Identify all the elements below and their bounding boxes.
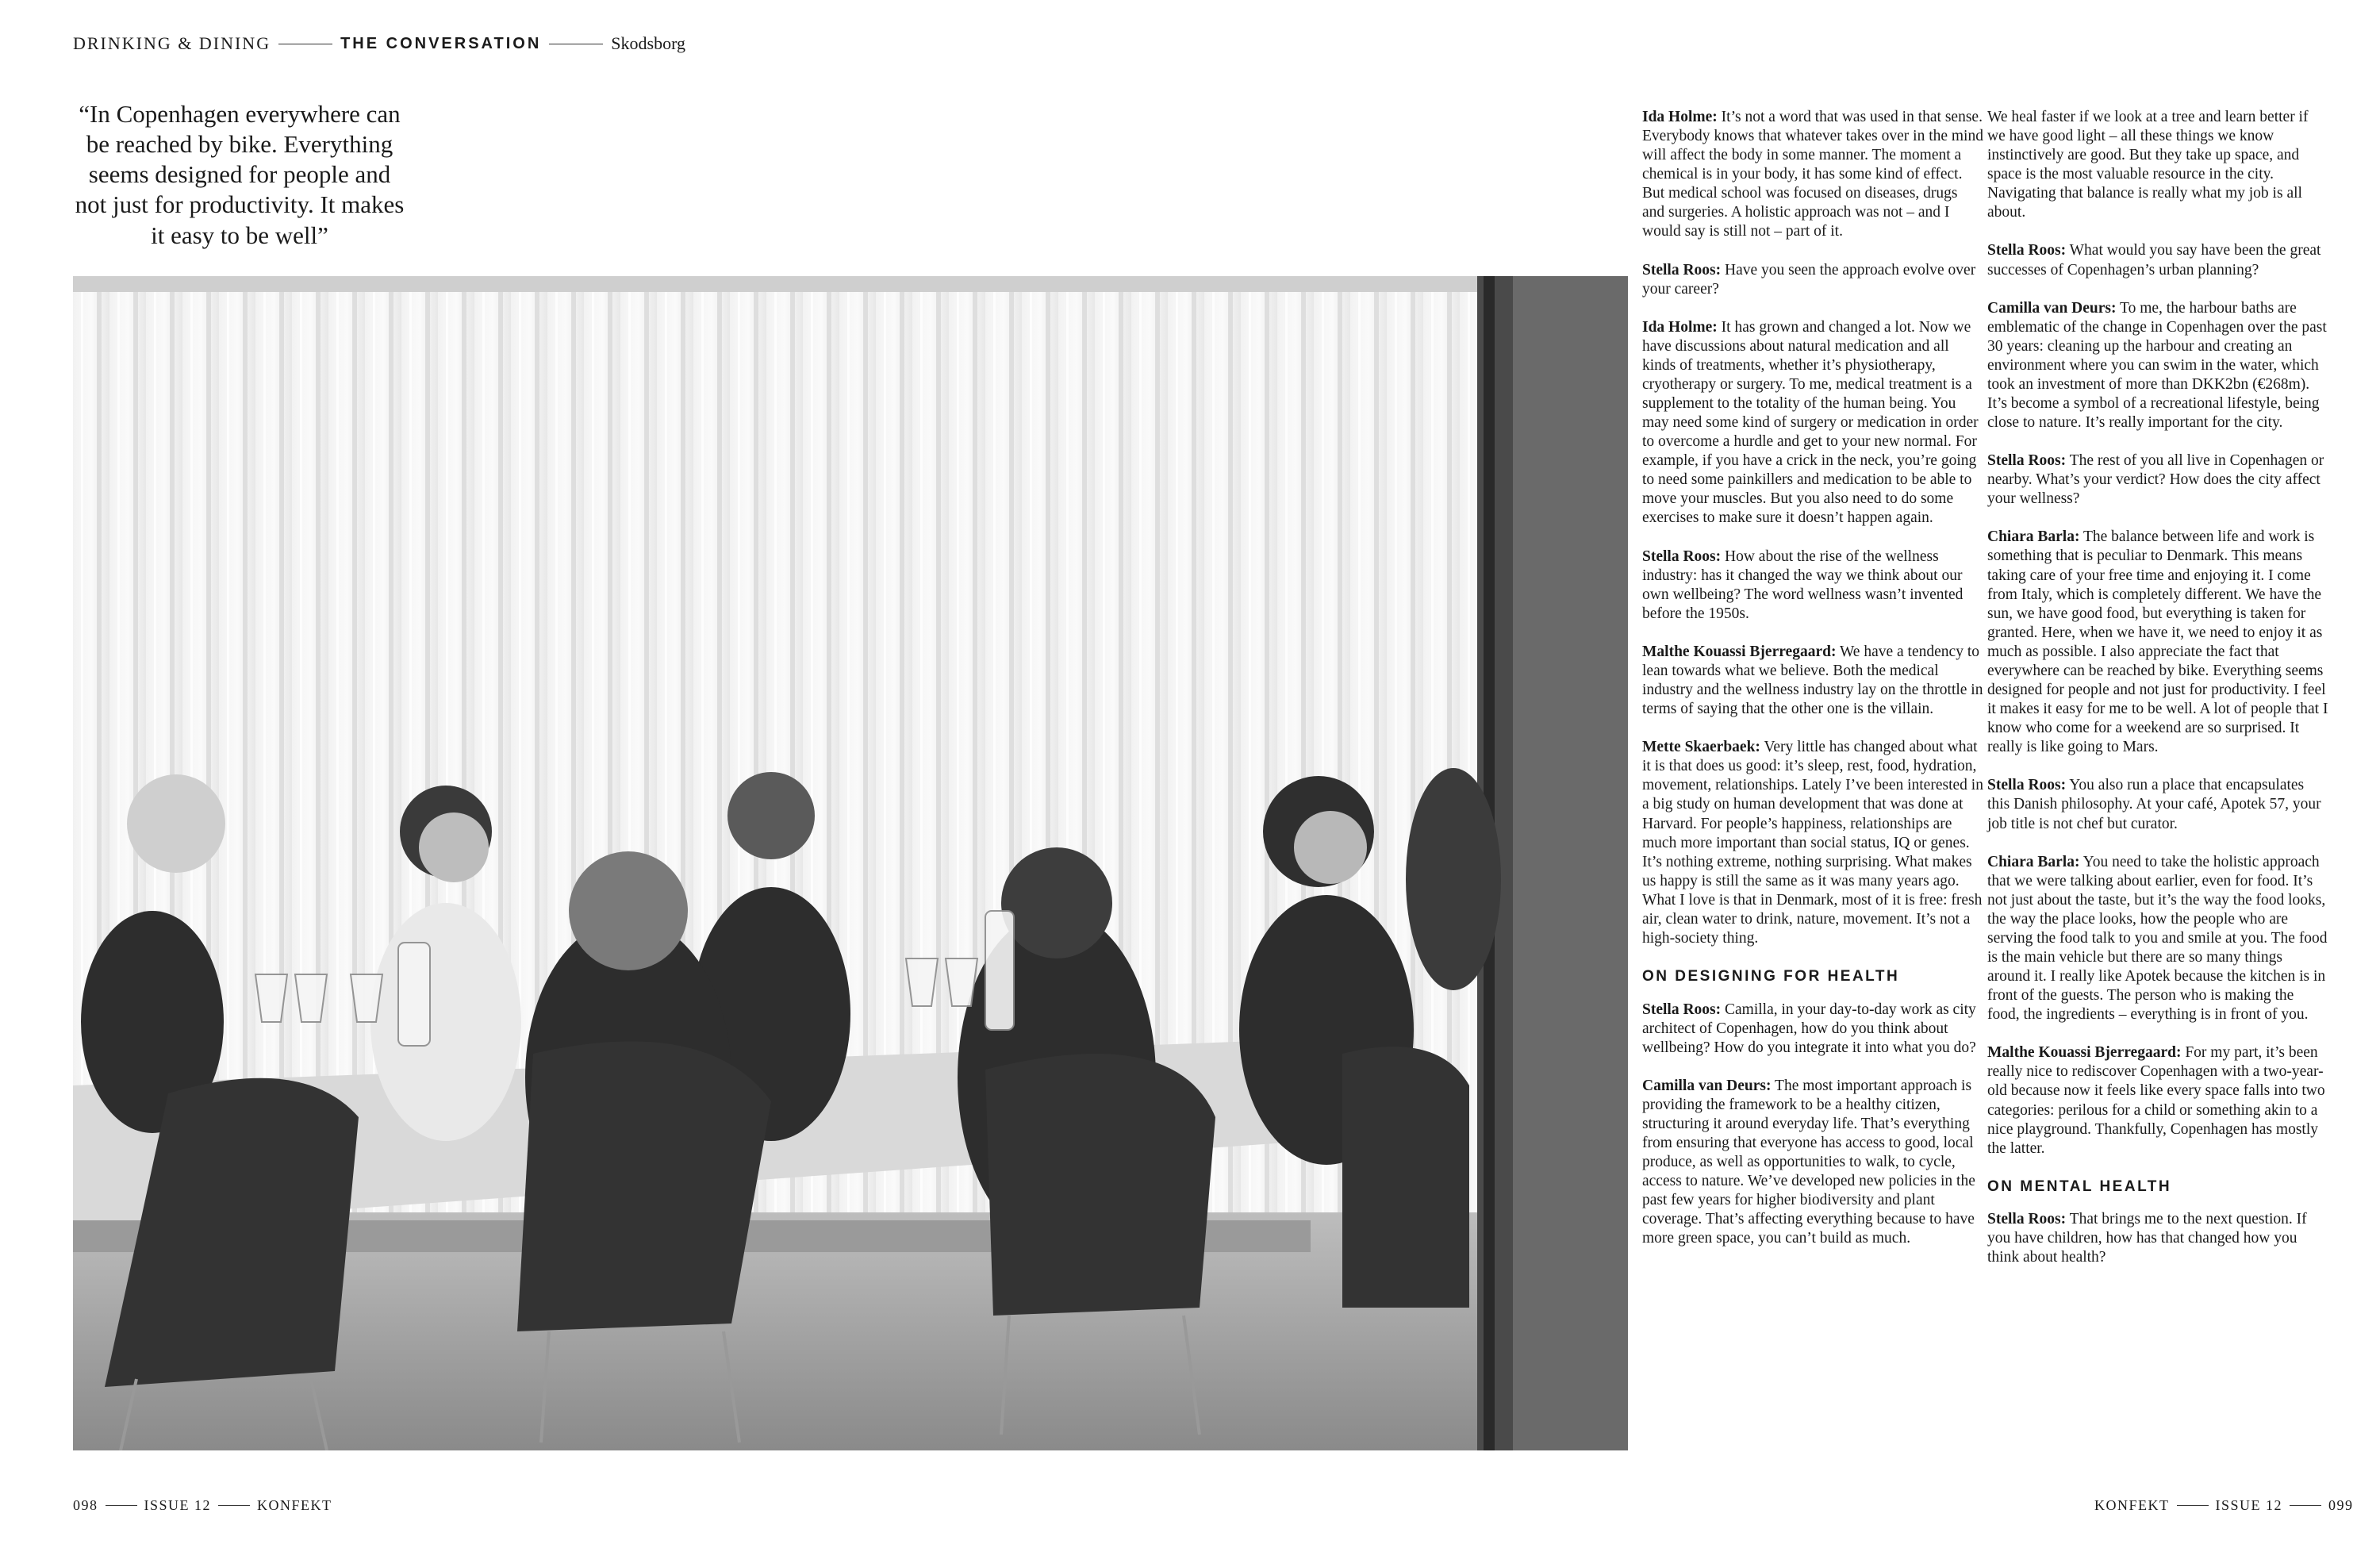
- speaker-name: Ida Holme:: [1642, 109, 1718, 125]
- speaker-name: Malthe Kouassi Bjerregaard:: [1642, 643, 1837, 660]
- paragraph-text: The most important approach is providing the framework to be a healthy citizen, structuring it around everyday life. That’s everything from ensuring that everyone has access to good, local produce, as well as opportunities to walk, to cycle, access to nature. We’ve developed new policies in the past few years for higher biodiversity and plant coverage. That’s affecting everything because to have more green space, you can’t build as much.: [1642, 1077, 1975, 1247]
- paragraph-text: To me, the harbour baths are emblematic of the change in Copenhagen over the past 30 years: cleaning up the harbour and creating an environment where you can swim in the water, which took an investment of more than DKK2bn (€268m). It’s become a symbol of a recreational lifestyle, being close to nature. It’s really important for the city.: [1987, 299, 2327, 432]
- paragraph-text: We have a tendency to lean towards what we believe. Both the medical industry and the wellness industry lay on the throttle in terms of saying that the other one is the villain.: [1642, 643, 1983, 718]
- speaker-name: Stella Roos:: [1642, 261, 1722, 279]
- speaker-name: Stella Roos:: [1987, 1211, 2067, 1228]
- location-label: Skodsborg: [611, 33, 686, 53]
- paragraph-text: How about the rise of the wellness industry: has it changed the way we think about our own wellbeing? The word wellness wasn’t invented before the 1950s.: [1642, 547, 1964, 622]
- interview-paragraph: [1987, 1210, 2328, 1267]
- speaker-name: Chiara Barla:: [1987, 528, 2080, 546]
- interview-paragraph: [1642, 261, 1983, 299]
- speaker-name: Mette Skaerbaek:: [1642, 739, 1760, 756]
- speaker-name: Stella Roos:: [1987, 777, 2067, 794]
- section-label: DRINKING & DINING: [73, 33, 271, 53]
- issue-label: ISSUE 12: [144, 1496, 212, 1513]
- speaker-name: Camilla van Deurs:: [1987, 299, 2117, 317]
- folio-rule: [2290, 1505, 2321, 1506]
- section-heading: ON MENTAL HEALTH: [1987, 1177, 2172, 1195]
- speaker-name: Camilla van Deurs:: [1642, 1077, 1772, 1094]
- article-column-left: [1642, 108, 1983, 1267]
- magazine-name: KONFEKT: [257, 1496, 332, 1513]
- speaker-name: Stella Roos:: [1987, 452, 2067, 470]
- interview-paragraph: [1987, 241, 2328, 279]
- speaker-name: Stella Roos:: [1642, 547, 1722, 565]
- speaker-name: Stella Roos:: [1987, 242, 2067, 259]
- speaker-name: Malthe Kouassi Bjerregaard:: [1987, 1044, 2182, 1062]
- article-column-right: [1987, 108, 2328, 1286]
- folio-rule: [218, 1505, 250, 1506]
- folio-right: [2094, 1495, 2354, 1516]
- interview-paragraph: [1642, 643, 1983, 719]
- paragraph-text: That brings me to the next question. If you have children, how has that changed how you think about health?: [1987, 1211, 2307, 1266]
- interview-paragraph: [1987, 853, 2328, 1025]
- interview-paragraph: [1642, 547, 1983, 624]
- speaker-name: Stella Roos:: [1642, 1001, 1722, 1018]
- issue-label: ISSUE 12: [2215, 1496, 2283, 1513]
- series-label: THE CONVERSATION: [340, 34, 542, 52]
- folio-left: [73, 1495, 332, 1516]
- feature-photo: [73, 276, 1628, 1450]
- interview-paragraph: [1642, 318, 1983, 528]
- interview-paragraph: [1987, 528, 2328, 757]
- paragraph-text: You also run a place that encapsulates this Danish philosophy. At your café, Apotek 57, your job title is not chef but curator.: [1987, 777, 2321, 832]
- paragraph-text: The balance between life and work is something that is peculiar to Denmark. This means taking care of your free time and enjoying it. I come from Italy, which is completely different. We have the sun, we have good food, but everything is taken for granted. Here, when we have it, we need to enjoy it as much as possible. I also appreciate the fact that everywhere can be reached by bike. Everything seems designed for people and not just for productivity. I feel it makes it easy for me to be well. A lot of people that I know who come for a weekend are so surprised. It really is like going to Mars.: [1987, 528, 2328, 756]
- folio-rule: [2177, 1505, 2209, 1506]
- running-header: [73, 32, 685, 56]
- paragraph-text: Very little has changed about what it is that does us good: it’s sleep, rest, food, hydration, movement, relationships. Lately I’ve been interested in a big study on human development that was done at Harvard. For people’s happiness, relationships are much more important than social status, IQ or genes. It’s nothing extreme, nothing surprising. What makes us happy is still the same as it was many years ago. What I love is that in Denmark, most of it is free: fresh air, clean water to drink, nature, movement. It’s not a high-society thing.: [1642, 739, 1983, 947]
- paragraph-text: It’s not a word that was used in that sense. Everybody knows that whatever takes over in the mind will affect the body in some manner. The moment a chemical is in your body, it has some kind of effect. But medical school was focused on diseases, drugs and surgeries. A holistic approach was not – and I would say is still not – part of it.: [1642, 109, 1983, 240]
- paragraph-text: What would you say have been the great successes of Copenhagen’s urban planning?: [1987, 242, 2321, 279]
- interview-paragraph: [1987, 776, 2328, 833]
- paragraph-text: We heal faster if we look at a tree and learn better if we have good light – all these things we know instinctively are good. But they take up space, and space is the most valuable resource in the city. Navigating that balance is really what my job is all about.: [1987, 109, 2309, 221]
- paragraph-text: For my part, it’s been really nice to rediscover Copenhagen with a two-year-old because now it feels like every space falls into two categories: perilous for a child or something akin to a nice playground. Thankfully, Copenhagen has mostly the latter.: [1987, 1044, 2325, 1157]
- speaker-name: Ida Holme:: [1642, 318, 1718, 336]
- interview-paragraph: [1642, 108, 1983, 242]
- page-number: 098: [73, 1496, 98, 1513]
- page-number: 099: [2328, 1496, 2354, 1513]
- speaker-name: Chiara Barla:: [1987, 853, 2080, 870]
- paragraph-text: Camilla, in your day-to-day work as city architect of Copenhagen, how do you think about wellbeing? How do you integrate it into what you do?: [1642, 1001, 1976, 1056]
- interview-paragraph: [1987, 299, 2328, 433]
- interview-paragraph: [1642, 1001, 1983, 1058]
- interview-paragraph: [1642, 1077, 1983, 1249]
- paragraph-text: The rest of you all live in Copenhagen or nearby. What’s your verdict? How does the city affect your wellness?: [1987, 452, 2324, 508]
- interview-paragraph: [1642, 738, 1983, 948]
- interview-paragraph: [1987, 108, 2328, 222]
- interview-paragraph: [1987, 451, 2328, 509]
- interview-paragraph: [1987, 1043, 2328, 1158]
- magazine-name: KONFEKT: [2094, 1496, 2170, 1513]
- paragraph-text: Have you seen the approach evolve over your career?: [1642, 261, 1976, 298]
- folio-rule: [106, 1505, 137, 1506]
- paragraph-text: It has grown and changed a lot. Now we have discussions about natural medication and all kinds of treatments, whether it’s physiotherapy, cryotherapy or surgery. To me, medical treatment is a supplement to the totality of the human being. You may need some kind of surgery or medication in order to overcome a hurdle and get to your new normal. For example, if you have a crick in the neck, you’re going to need some painkillers and medication to be able to move your muscles. But you also need to do some exercises to make sure it doesn’t happen again.: [1642, 318, 1979, 527]
- section-heading: ON DESIGNING FOR HEALTH: [1642, 968, 1900, 985]
- paragraph-text: You need to take the holistic approach that we were talking about earlier, even for food. It’s not just about the taste, but it’s the way the food looks, the way the place looks, how the people who are serving the food talk to you and smile at you. The food is the main vehicle but there are so many things around it. I really like Apotek because the kitchen is in front of the guests. The person who is making the food, the ingredients – everything is in front of you.: [1987, 853, 2328, 1024]
- photo-illustration: [73, 276, 1628, 1450]
- pull-quote: “In Copenhagen everywhere can be reached by bike. Everything seems designed for people and not just for productivity. It makes it easy to be well”: [75, 100, 405, 249]
